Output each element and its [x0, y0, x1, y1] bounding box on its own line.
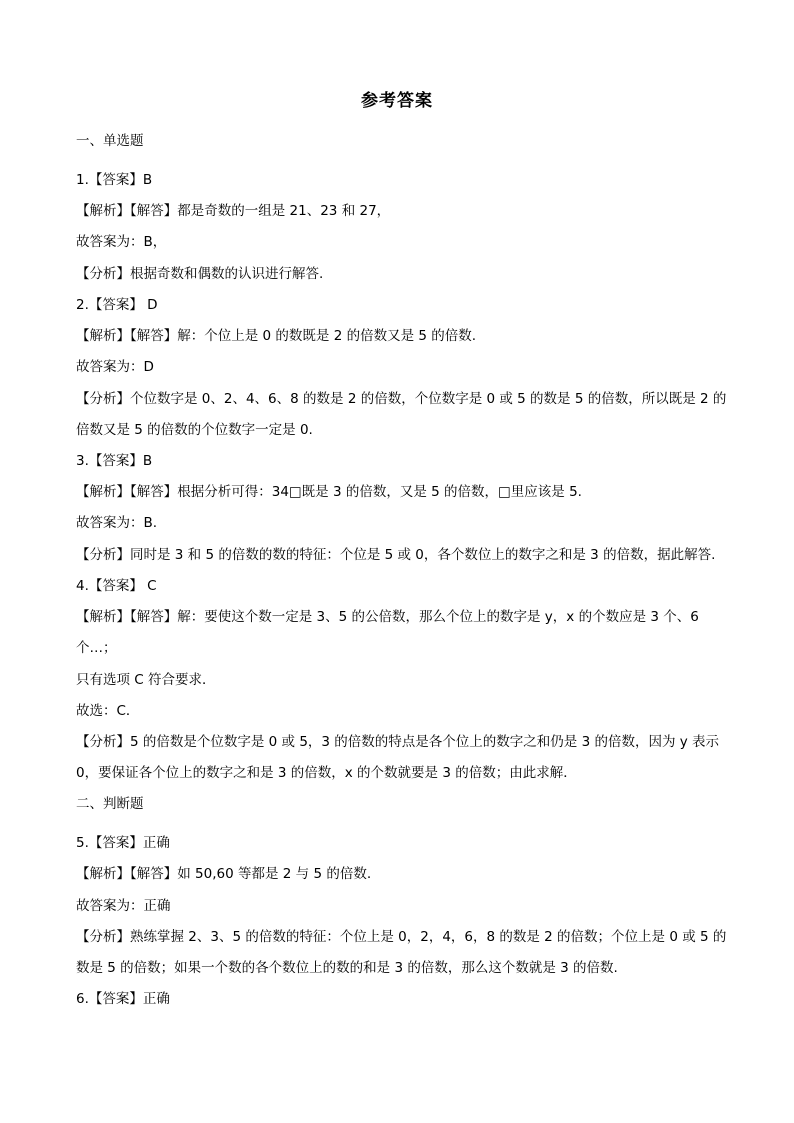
q2-answer: 2.【答案】 D — [76, 297, 158, 313]
q5-answer: 5.【答案】正确 — [76, 835, 170, 851]
q5-explanation-line-1: 【分析】熟练掌握 2、3、5 的倍数的特征：个位上是 0，2，4，6，8 的数是 2 的倍数；个位上是 0 或 5 的 — [76, 929, 727, 945]
q4-analysis-line-1: 【解析】【解答】解：要使这个数一定是 3、5 的公倍数，那么个位上的数字是 y，x 的个数应是 3 个、6 — [76, 609, 699, 625]
q4-conclusion: 故选：C． — [76, 703, 140, 719]
section-heading-single-choice: 一、单选题 — [76, 133, 144, 149]
q4-explanation-line-2: 0，要保证各个位上的数字之和是 3 的倍数，x 的个数就要是 3 的倍数；由此求解． — [76, 765, 577, 781]
q3-explanation: 【分析】同时是 3 和 5 的倍数的数的特征：个位是 5 或 0，各个数位上的数字之和是 3 的倍数，据此解答. — [76, 547, 716, 563]
q2-explanation-line-2: 倍数又是 5 的倍数的个位数字一定是 0. — [76, 422, 313, 438]
q4-analysis-line-2: 个…； — [76, 640, 117, 656]
q1-explanation: 【分析】根据奇数和偶数的认识进行解答. — [76, 266, 324, 282]
q5-analysis: 【解析】【解答】如 50,60 等都是 2 与 5 的倍数. — [76, 866, 372, 882]
q5-explanation-line-2: 数是 5 的倍数；如果一个数的各个数位上的数的和是 3 的倍数，那么这个数就是 3 的倍数. — [76, 960, 618, 976]
q1-analysis: 【解析】【解答】都是奇数的一组是 21、23 和 27， — [76, 203, 391, 219]
q5-conclusion: 故答案为：正确 — [76, 898, 171, 914]
q2-analysis: 【解析】【解答】解：个位上是 0 的数既是 2 的倍数又是 5 的倍数. — [76, 328, 477, 344]
q4-explanation-line-1: 【分析】5 的倍数是个位数字是 0 或 5，3 的倍数的特点是各个位上的数字之和仍是 3 的倍数，因为 y 表示 — [76, 734, 720, 750]
section-heading-true-false: 二、判断题 — [76, 796, 144, 812]
q1-conclusion: 故答案为：B， — [76, 234, 167, 250]
q4-analysis-line-3: 只有选项 C 符合要求． — [76, 672, 216, 688]
q3-conclusion: 故答案为：B. — [76, 515, 158, 531]
q2-explanation-line-1: 【分析】个位数字是 0、2、4、6、8 的数是 2 的倍数，个位数字是 0 或 5 的数是 5 的倍数，所以既是 2 的 — [76, 391, 727, 407]
q1-answer: 1.【答案】B — [76, 172, 153, 188]
page-title: 参考答案 — [361, 91, 433, 111]
q2-conclusion: 故答案为：D — [76, 359, 154, 375]
q6-answer: 6.【答案】正确 — [76, 991, 170, 1007]
q4-answer: 4.【答案】 C — [76, 578, 157, 594]
q3-answer: 3.【答案】B — [76, 453, 153, 469]
q3-analysis: 【解析】【解答】根据分析可得：34□既是 3 的倍数，又是 5 的倍数，□里应该是 5. — [76, 484, 582, 500]
